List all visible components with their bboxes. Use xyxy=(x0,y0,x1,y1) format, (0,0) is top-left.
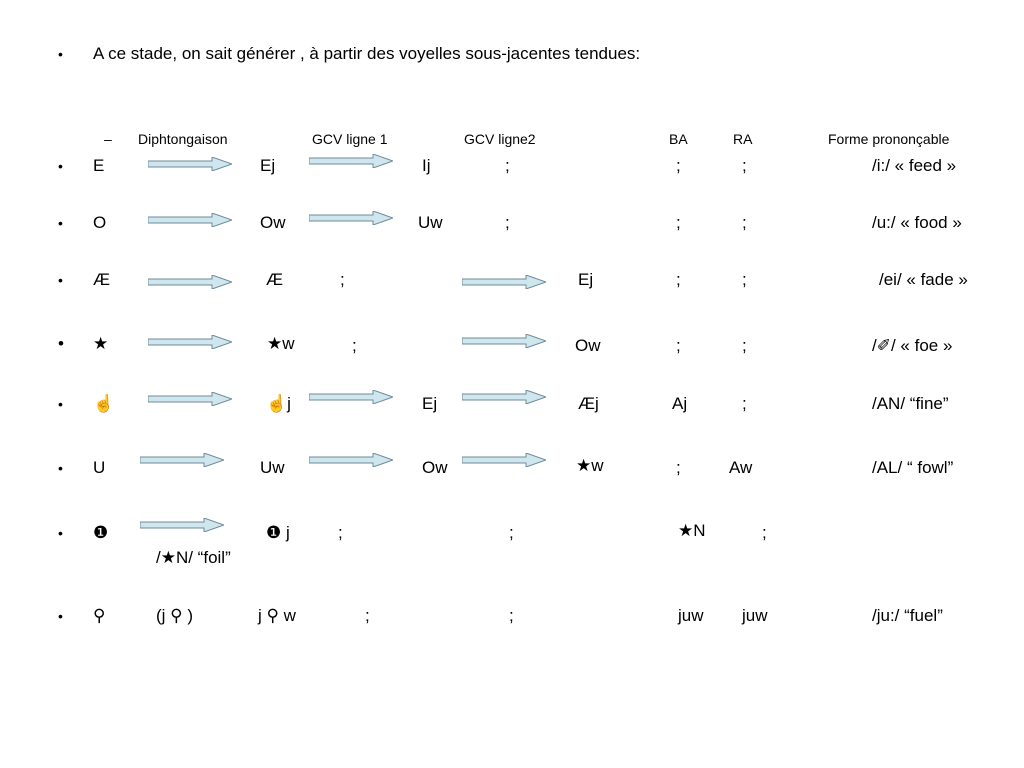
row-gcv-ligne-1: Ej xyxy=(422,394,438,413)
row-ba: ; xyxy=(676,336,681,355)
row-gcv-ligne-1: Ij xyxy=(422,156,431,175)
header-forme-prononcable: Forme prononçable xyxy=(828,131,950,147)
arrow-icon xyxy=(309,453,393,467)
arrow-icon xyxy=(309,154,393,168)
row-bullet: • xyxy=(58,158,63,174)
row-gcv-ligne-1: j ⚲ w xyxy=(258,606,296,625)
row-ba: ★N xyxy=(678,521,706,540)
row-ra: ; xyxy=(742,394,747,413)
row-forme: /AL/ “ fowl” xyxy=(872,458,954,477)
row-bullet: • xyxy=(58,215,63,231)
row-bullet: • xyxy=(58,396,63,412)
row-underlying: O xyxy=(93,213,107,232)
row-ra: ; xyxy=(742,156,747,175)
row-ba: Aj xyxy=(672,394,688,413)
arrow-icon xyxy=(462,390,546,404)
arrow-icon xyxy=(148,213,232,227)
row-ra: juw xyxy=(742,606,768,625)
row-ba: ; xyxy=(509,606,514,625)
row-semicolon: juw xyxy=(678,606,704,625)
header-gcv-ligne-1: GCV ligne 1 xyxy=(312,131,388,147)
row-underlying: ☝ xyxy=(93,394,115,413)
row-ra: ; xyxy=(762,523,767,542)
arrow-icon xyxy=(148,335,232,349)
row-diphtongaison: Æ xyxy=(266,270,283,289)
row-gcv-ligne-1: Uw xyxy=(418,213,443,232)
header-ra: RA xyxy=(733,131,753,147)
row-gcv-ligne-1: ; xyxy=(352,336,357,355)
row-forme: /ju:/ “fuel” xyxy=(872,606,943,625)
row-bullet: • xyxy=(58,608,63,624)
row-ra: ; xyxy=(742,336,747,355)
row-diphtongaison: Ej xyxy=(260,156,276,175)
arrow-icon xyxy=(148,157,232,171)
row-gcv-ligne-1: ; xyxy=(340,270,345,289)
row-diphtongaison: ❶ j xyxy=(266,523,290,542)
row-underlying: U xyxy=(93,458,106,477)
row-gcv-ligne-1: Ow xyxy=(422,458,448,477)
row-gcv-ligne-1: ; xyxy=(338,523,343,542)
row-gcv-ligne-2: Ej xyxy=(578,270,594,289)
row-ba: ; xyxy=(676,156,681,175)
row-forme: /ei/ « fade » xyxy=(879,270,968,289)
intro-bullet: • xyxy=(58,46,63,62)
row-underlying: Æ xyxy=(93,270,110,289)
row-gcv-ligne-2: ; xyxy=(505,156,510,175)
arrow-icon xyxy=(140,518,224,532)
row-diphtongaison: (j ⚲ ) xyxy=(156,606,193,625)
row-gcv-ligne-2: ★w xyxy=(576,456,604,475)
arrow-icon xyxy=(462,275,546,289)
arrow-icon xyxy=(309,211,393,225)
row-ba: ; xyxy=(676,270,681,289)
header-gcv-ligne-2: GCV ligne2 xyxy=(464,131,536,147)
row-ba: ; xyxy=(676,458,681,477)
row-diphtongaison: Uw xyxy=(260,458,285,477)
row-diphtongaison: Ow xyxy=(260,213,286,232)
arrow-icon xyxy=(148,392,232,406)
row-bullet: • xyxy=(58,334,64,353)
row-gcv-ligne-2: ; xyxy=(365,606,370,625)
arrow-icon xyxy=(462,453,546,467)
row-gcv-ligne-2: Æj xyxy=(578,394,599,413)
row-diphtongaison: ☝j xyxy=(266,394,291,413)
row-forme: /★N/ “foil” xyxy=(156,548,231,567)
row-forme: /✐/ « foe » xyxy=(872,336,953,355)
header-dash: – xyxy=(104,131,112,147)
row-forme: /i:/ « feed » xyxy=(872,156,957,175)
row-diphtongaison: ★w xyxy=(267,334,295,353)
row-bullet: • xyxy=(58,460,63,476)
arrow-icon xyxy=(140,453,224,467)
row-underlying: ⚲ xyxy=(93,606,106,625)
arrow-icon xyxy=(309,390,393,404)
row-ba: ; xyxy=(676,213,681,232)
row-underlying: ★ xyxy=(93,334,109,353)
row-ra: ; xyxy=(742,213,747,232)
row-ra: ; xyxy=(742,270,747,289)
row-forme: /AN/ “fine” xyxy=(872,394,949,413)
row-gcv-ligne-2: ; xyxy=(505,213,510,232)
row-bullet: • xyxy=(58,272,63,288)
arrow-icon xyxy=(462,334,546,348)
row-gcv-ligne-2: ; xyxy=(509,523,514,542)
intro-text: A ce stade, on sait générer , à partir des voyelles sous-jacentes tendues: xyxy=(93,44,641,63)
row-gcv-ligne-2: Ow xyxy=(575,336,601,355)
row-bullet: • xyxy=(58,525,63,541)
header-diphtongaison: Diphtongaison xyxy=(138,131,228,147)
row-ra: Aw xyxy=(729,458,753,477)
row-forme: /u:/ « food » xyxy=(872,213,962,232)
arrow-icon xyxy=(148,275,232,289)
header-ba: BA xyxy=(669,131,688,147)
row-underlying: ❶ xyxy=(93,523,109,542)
row-underlying: E xyxy=(93,156,105,175)
